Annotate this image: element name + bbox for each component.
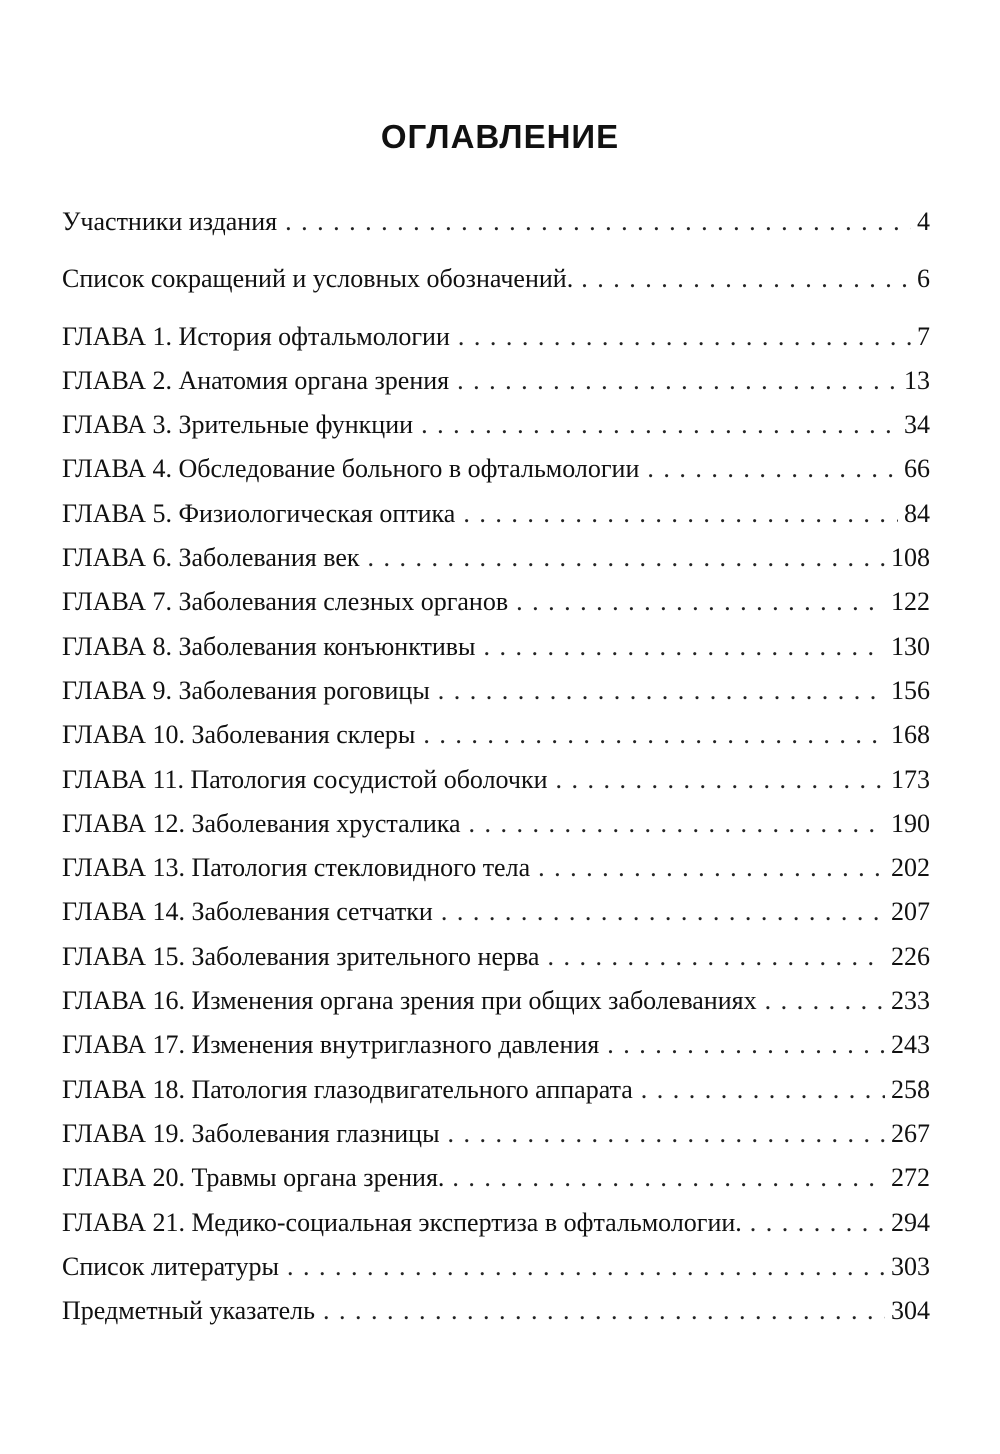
toc-entry-page: 267 bbox=[891, 1118, 930, 1148]
toc-entry-chapter-13[interactable] bbox=[62, 846, 930, 890]
toc-entry-page: 258 bbox=[891, 1074, 930, 1104]
toc-entry-label: Список литературы bbox=[62, 1251, 279, 1281]
toc-entry-chapter-12[interactable] bbox=[62, 802, 930, 846]
dot-leader bbox=[484, 625, 885, 669]
dot-leader bbox=[452, 1156, 885, 1200]
dot-leader bbox=[750, 1201, 885, 1245]
toc-entry-page: 202 bbox=[891, 853, 930, 883]
toc-entry-abbreviations[interactable] bbox=[62, 257, 930, 301]
toc-entry-chapter-8[interactable] bbox=[62, 625, 930, 669]
toc-entry-label: ГЛАВА 13. Патология стекловидного тела bbox=[62, 853, 531, 883]
toc-entry-label: ГЛАВА 12. Заболевания хрусталика bbox=[62, 808, 461, 838]
toc-entry-chapter-2[interactable] bbox=[62, 359, 930, 403]
toc-entry-page: 7 bbox=[917, 321, 930, 351]
dot-leader bbox=[538, 846, 885, 890]
dot-leader bbox=[765, 979, 885, 1023]
toc-entry-page: 272 bbox=[891, 1163, 930, 1193]
toc-entry-chapter-16[interactable] bbox=[62, 979, 930, 1023]
toc-entry-chapter-14[interactable] bbox=[62, 890, 930, 934]
dot-leader bbox=[463, 492, 898, 536]
toc-entry-page: 304 bbox=[891, 1296, 930, 1326]
toc-entry-page: 108 bbox=[891, 543, 930, 573]
dot-leader bbox=[647, 447, 898, 491]
dot-leader bbox=[641, 1068, 885, 1112]
dot-leader bbox=[457, 359, 898, 403]
dot-leader bbox=[458, 315, 911, 359]
toc-entry-page: 6 bbox=[917, 264, 930, 294]
dot-leader bbox=[469, 802, 885, 846]
toc-entry-chapter-19[interactable] bbox=[62, 1112, 930, 1156]
toc-entry-page: 303 bbox=[891, 1251, 930, 1281]
dot-leader bbox=[287, 1245, 885, 1289]
toc-entry-page: 122 bbox=[891, 587, 930, 617]
toc-entry-chapter-17[interactable] bbox=[62, 1023, 930, 1067]
toc-entry-chapter-11[interactable] bbox=[62, 758, 930, 802]
toc-entry-chapter-5[interactable] bbox=[62, 492, 930, 536]
toc-entry-label: ГЛАВА 14. Заболевания сетчатки bbox=[62, 897, 433, 927]
toc-entry-page: 226 bbox=[891, 941, 930, 971]
dot-leader bbox=[556, 758, 885, 802]
toc-entry-subject-index[interactable] bbox=[62, 1289, 930, 1333]
toc-entry-label: ГЛАВА 10. Заболевания склеры bbox=[62, 720, 416, 750]
dot-leader bbox=[516, 580, 885, 624]
toc-entry-label: ГЛАВА 6. Заболевания век bbox=[62, 543, 360, 573]
toc-entry-chapter-21[interactable] bbox=[62, 1201, 930, 1245]
toc-entry-chapter-6[interactable] bbox=[62, 536, 930, 580]
toc-entry-chapter-10[interactable] bbox=[62, 713, 930, 757]
toc-entry-chapter-18[interactable] bbox=[62, 1068, 930, 1112]
toc-entry-contributors[interactable] bbox=[62, 200, 930, 244]
toc-entry-page: 207 bbox=[891, 897, 930, 927]
page-title: ОГЛАВЛЕНИЕ bbox=[380, 118, 620, 155]
toc-entry-label: ГЛАВА 19. Заболевания глазницы bbox=[62, 1118, 440, 1148]
toc-entry-page: 13 bbox=[904, 365, 930, 395]
dot-leader bbox=[323, 1289, 885, 1333]
dot-leader bbox=[448, 1112, 885, 1156]
toc-entry-label: ГЛАВА 11. Патология сосудистой оболочки bbox=[62, 764, 548, 794]
toc-entry-page: 233 bbox=[891, 986, 930, 1016]
toc-entry-chapter-3[interactable] bbox=[62, 403, 930, 447]
toc-entry-chapter-9[interactable] bbox=[62, 669, 930, 713]
toc-entry-page: 243 bbox=[891, 1030, 930, 1060]
dot-leader bbox=[607, 1023, 885, 1067]
toc-entry-page: 4 bbox=[917, 207, 930, 236]
dot-leader bbox=[423, 713, 885, 757]
toc-entry-label: ГЛАВА 2. Анатомия органа зрения bbox=[62, 365, 450, 395]
toc-entry-label: ГЛАВА 15. Заболевания зрительного нерва bbox=[62, 941, 540, 971]
dot-leader bbox=[285, 200, 911, 244]
toc-entry-references[interactable] bbox=[62, 1245, 930, 1289]
toc-entry-chapter-20[interactable] bbox=[62, 1156, 930, 1200]
dot-leader bbox=[547, 935, 885, 979]
toc-entry-chapter-1[interactable] bbox=[62, 315, 930, 359]
toc-entry-label: ГЛАВА 21. Медико-социальная экспертиза в офтальмологии. bbox=[62, 1207, 742, 1237]
toc-entry-page: 130 bbox=[891, 631, 930, 661]
toc-entry-page: 156 bbox=[891, 675, 930, 705]
toc-entry-label: ГЛАВА 16. Изменения органа зрения при общих заболеваниях bbox=[62, 986, 757, 1016]
toc-entry-label: ГЛАВА 17. Изменения внутриглазного давления bbox=[62, 1030, 600, 1060]
toc-entry-chapter-15[interactable] bbox=[62, 935, 930, 979]
toc-entry-label: ГЛАВА 20. Травмы органа зрения. bbox=[62, 1163, 445, 1193]
toc-entry-label: Список сокращений и условных обозначений. bbox=[62, 264, 574, 294]
toc-entry-page: 84 bbox=[904, 498, 930, 528]
toc-entry-label: ГЛАВА 18. Патология глазодвигательного аппарата bbox=[62, 1074, 633, 1104]
dot-leader bbox=[368, 536, 886, 580]
toc-entry-page: 190 bbox=[891, 808, 930, 838]
toc-entry-label: ГЛАВА 4. Обследование больного в офтальмологии bbox=[62, 454, 640, 484]
dot-leader bbox=[421, 403, 898, 447]
dot-leader bbox=[581, 257, 911, 301]
toc-entry-label: ГЛАВА 9. Заболевания роговицы bbox=[62, 675, 430, 705]
toc-entry-page: 66 bbox=[904, 454, 930, 484]
toc-entry-label: ГЛАВА 7. Заболевания слезных органов bbox=[62, 587, 509, 617]
toc-entry-page: 34 bbox=[904, 410, 930, 440]
toc-entry-label: Предметный указатель bbox=[62, 1296, 316, 1326]
toc-entry-chapter-4[interactable] bbox=[62, 447, 930, 491]
toc-entry-label: ГЛАВА 5. Физиологическая оптика bbox=[62, 498, 456, 528]
dot-leader bbox=[441, 890, 885, 934]
toc-entry-label: ГЛАВА 8. Заболевания конъюнктивы bbox=[62, 631, 476, 661]
toc-entry-page: 294 bbox=[891, 1207, 930, 1237]
toc-entry-page: 173 bbox=[891, 764, 930, 794]
toc-entry-label: ГЛАВА 1. История офтальмологии bbox=[62, 321, 450, 351]
toc-entry-chapter-7[interactable] bbox=[62, 580, 930, 624]
table-of-contents bbox=[62, 200, 930, 1333]
dot-leader bbox=[438, 669, 885, 713]
toc-entry-label: Участники издания bbox=[62, 207, 278, 236]
toc-entry-page: 168 bbox=[891, 720, 930, 750]
toc-entry-label: ГЛАВА 3. Зрительные функции bbox=[62, 410, 414, 440]
